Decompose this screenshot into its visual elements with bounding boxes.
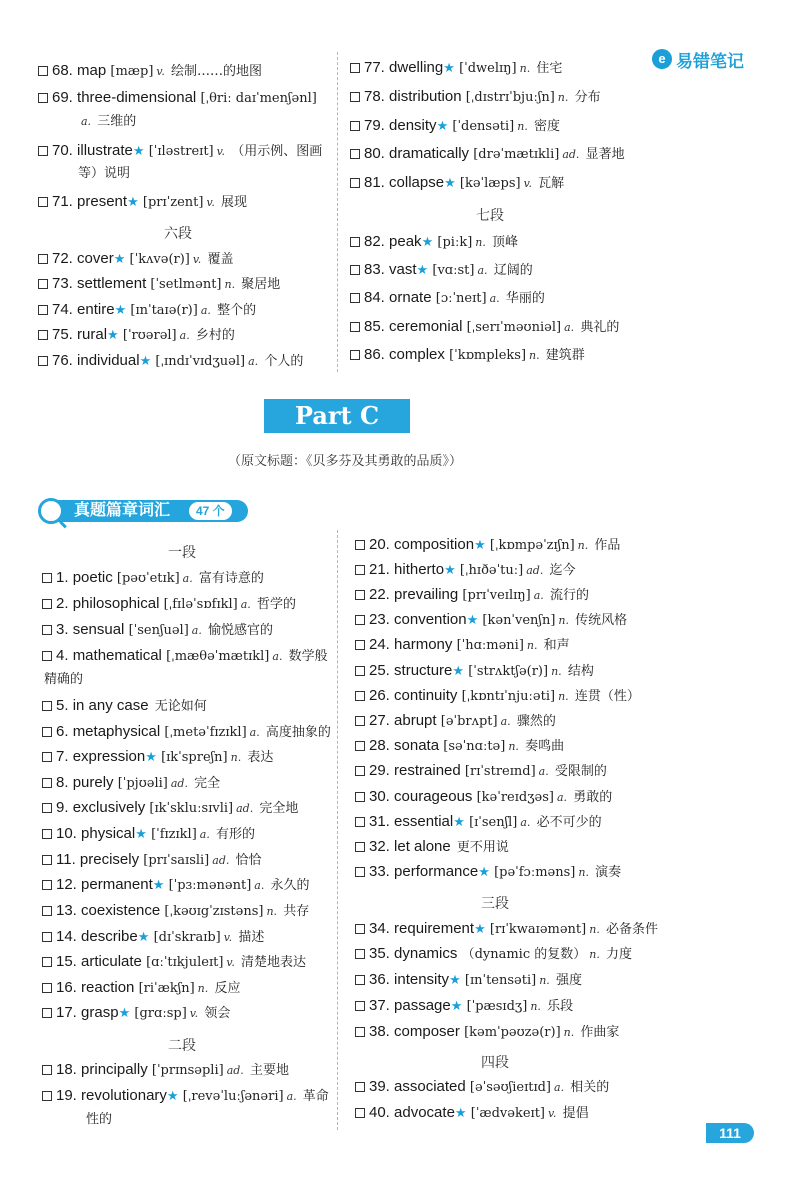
checkbox[interactable] xyxy=(355,741,365,751)
vocab-entry-70: 70. illustrate★ [ˈɪləstreɪt] v. （用示例、图画 xyxy=(38,140,322,163)
vocab-entry-10: 10. physical★ [ˈfɪzɪkl] a. 有形的 xyxy=(42,823,255,846)
checkbox[interactable] xyxy=(355,666,365,676)
star-icon: ★ xyxy=(436,118,449,133)
vocab-entry-35: 35. dynamics （dynamic 的复数） n. 力度 xyxy=(355,943,632,966)
checkbox[interactable] xyxy=(355,540,365,550)
vocab-entry-72: 72. cover★ [ˈkʌvə(r)] v. 覆盖 xyxy=(38,248,233,271)
column-bottom-right xyxy=(355,0,685,1140)
star-icon: ★ xyxy=(466,612,479,627)
vocab-entry-82: 82. peak★ [piːk] n. 顶峰 xyxy=(350,231,518,254)
star-icon: ★ xyxy=(421,234,434,249)
vocab-entry-29: 29. restrained [rɪˈstreɪnd] a. 受限制的 xyxy=(355,760,607,783)
checkbox[interactable] xyxy=(42,932,52,942)
vocab-entry-34: 34. requirement★ [rɪˈkwaɪəmənt] n. 必备条件 xyxy=(355,918,658,941)
vocab-entry-2: 2. philosophical [ˌfɪləˈsɒfɪkl] a. 哲学的 xyxy=(42,593,296,616)
checkbox[interactable] xyxy=(355,1027,365,1037)
vocab-entry-15: 15. articulate [ɑːˈtɪkjuleɪt] v. 清楚地表达 xyxy=(42,951,306,974)
star-icon: ★ xyxy=(444,562,456,577)
vocab-entry-70-cont: 等）说明 xyxy=(78,166,131,181)
star-icon: ★ xyxy=(137,929,150,944)
star-icon: ★ xyxy=(118,1005,131,1020)
checkbox[interactable] xyxy=(42,957,52,967)
checkbox[interactable] xyxy=(42,803,52,813)
section-heading-qi: 七段 xyxy=(476,208,504,224)
brand-icon: e xyxy=(652,49,672,69)
star-icon: ★ xyxy=(452,663,465,678)
vocab-entry-33: 33. performance★ [pəˈfɔːməns] n. 演奏 xyxy=(355,861,621,884)
vocab-entry-86: 86. complex [ˈkɒmpleks] n. 建筑群 xyxy=(350,344,585,367)
star-icon: ★ xyxy=(132,143,145,158)
checkbox[interactable] xyxy=(42,599,52,609)
vocab-entry-21: 21. hitherto★ [ˌhɪðəˈtuː] ad. 迄今 xyxy=(355,559,576,582)
star-icon: ★ xyxy=(474,537,486,552)
checkbox[interactable] xyxy=(42,906,52,916)
vocab-entry-84: 84. ornate [ɔːˈneɪt] a. 华丽的 xyxy=(350,287,545,310)
section-heading-yi: 一段 xyxy=(168,545,196,561)
vocab-entry-8: 8. purely [ˈpjʊəli] ad. 完全 xyxy=(42,772,220,795)
checkbox[interactable] xyxy=(355,817,365,827)
checkbox[interactable] xyxy=(355,924,365,934)
vocab-entry-1: 1. poetic [pəʊˈetɪk] a. 富有诗意的 xyxy=(42,567,264,590)
checkbox[interactable] xyxy=(42,1091,52,1101)
checkbox[interactable] xyxy=(355,949,365,959)
vocab-entry-26: 26. continuity [ˌkɒntɪˈnjuːəti] n. 连贯（性） xyxy=(355,685,640,708)
vocab-entry-39: 39. associated [əˈsəʊʃieɪtɪd] a. 相关的 xyxy=(355,1076,609,1099)
vocab-entry-12: 12. permanent★ [ˈpɜːmənənt] a. 永久的 xyxy=(42,874,310,897)
checkbox[interactable] xyxy=(42,880,52,890)
star-icon: ★ xyxy=(113,251,126,266)
checkbox[interactable] xyxy=(355,615,365,625)
star-icon: ★ xyxy=(152,877,165,892)
checkbox[interactable] xyxy=(42,651,52,661)
column-divider-bottom xyxy=(337,530,338,1130)
page-number: 111 xyxy=(706,1123,754,1143)
checkbox[interactable] xyxy=(355,842,365,852)
vocab-entry-83: 83. vast★ [vɑːst] a. 辽阔的 xyxy=(350,259,533,282)
source-title: （原文标题：《贝多芬及其勇敢的品质》） xyxy=(227,454,462,469)
vocab-entry-5: 5. in any case 无论如何 xyxy=(42,695,207,718)
star-icon: ★ xyxy=(139,353,152,368)
checkbox[interactable] xyxy=(42,727,52,737)
checkbox[interactable] xyxy=(355,691,365,701)
star-icon: ★ xyxy=(127,194,139,209)
star-icon: ★ xyxy=(474,921,486,936)
vocab-entry-4-cont: 精确的 xyxy=(44,672,84,687)
checkbox[interactable] xyxy=(355,1082,365,1092)
star-icon: ★ xyxy=(145,749,157,764)
checkbox[interactable] xyxy=(42,1065,52,1075)
vocab-entry-75: 75. rural★ [ˈrʊərəl] a. 乡村的 xyxy=(38,324,235,347)
star-icon: ★ xyxy=(166,1088,179,1103)
checkbox[interactable] xyxy=(355,716,365,726)
vocab-entry-38: 38. composer [kəmˈpəʊzə(r)] n. 作曲家 xyxy=(355,1021,619,1044)
vocab-entry-85: 85. ceremonial [ˌserɪˈməʊniəl] a. 典礼的 xyxy=(350,316,619,339)
vocab-entry-78: 78. distribution [ˌdɪstrɪˈbjuːʃn] n. 分布 xyxy=(350,86,601,109)
checkbox[interactable] xyxy=(42,752,52,762)
checkbox[interactable] xyxy=(355,867,365,877)
checkbox[interactable] xyxy=(42,1008,52,1018)
star-icon: ★ xyxy=(114,302,127,317)
vocab-entry-76: 76. individual★ [ˌɪndɪˈvɪdʒuəl] a. 个人的 xyxy=(38,350,303,373)
vocab-entry-69-meaning: a. 三维的 xyxy=(81,114,137,129)
star-icon: ★ xyxy=(135,826,147,841)
checkbox[interactable] xyxy=(42,778,52,788)
vocab-entry-27: 27. abrupt [əˈbrʌpt] a. 骤然的 xyxy=(355,710,556,733)
section-heading-liu: 六段 xyxy=(164,226,192,242)
vocab-entry-24: 24. harmony [ˈhɑːməni] n. 和声 xyxy=(355,634,570,657)
vocab-count-badge: 47 个 xyxy=(189,502,232,520)
checkbox[interactable] xyxy=(42,573,52,583)
vocab-entry-13: 13. coexistence [ˌkəʊɪgˈzɪstəns] n. 共存 xyxy=(42,900,309,923)
checkbox[interactable] xyxy=(355,792,365,802)
vocab-entry-28: 28. sonata [səˈnɑːtə] n. 奏鸣曲 xyxy=(355,735,564,758)
part-c-title: Part C xyxy=(264,399,410,433)
vocab-entry-71: 71. present★ [prɪˈzent] v. 展现 xyxy=(38,191,247,214)
vocab-entry-79: 79. density★ [ˈdensəti] n. 密度 xyxy=(350,115,560,138)
star-icon: ★ xyxy=(449,972,461,987)
checkbox[interactable] xyxy=(42,983,52,993)
vocab-entry-7: 7. expression★ [ɪkˈspreʃn] n. 表达 xyxy=(42,746,273,769)
vocab-entry-6: 6. metaphysical [ˌmetəˈfɪzɪkl] a. 高度抽象的 xyxy=(42,721,331,744)
vocab-entry-22: 22. prevailing [prɪˈveɪlɪŋ] a. 流行的 xyxy=(355,584,589,607)
vocab-entry-23: 23. convention★ [kənˈvenʃn] n. 传统风格 xyxy=(355,609,627,632)
star-icon: ★ xyxy=(453,814,465,829)
checkbox[interactable] xyxy=(355,565,365,575)
brand-text: 易错笔记 xyxy=(676,51,744,71)
vocab-entry-16: 16. reaction [riˈækʃn] n. 反应 xyxy=(42,977,240,1000)
vocab-entry-68: 68. map [mæp] v. 绘制……的地图 xyxy=(38,60,262,83)
vocab-entry-4: 4. mathematical [ˌmæθəˈmætɪkl] a. 数学般 xyxy=(42,645,328,668)
column-bottom-left xyxy=(42,0,332,1140)
checkbox[interactable] xyxy=(42,701,52,711)
star-icon: ★ xyxy=(450,998,463,1013)
vocab-section-title: 真题篇章词汇 xyxy=(74,502,171,519)
section-heading-si: 四段 xyxy=(481,1055,509,1071)
vocab-entry-19-cont: 性的 xyxy=(86,1112,113,1127)
vocab-entry-31: 31. essential★ [ɪˈsenʃl] a. 必不可少的 xyxy=(355,811,602,834)
checkbox[interactable] xyxy=(42,829,52,839)
checkbox[interactable] xyxy=(355,590,365,600)
vocab-entry-40: 40. advocate★ [ˈædvəkeɪt] v. 提倡 xyxy=(355,1102,589,1125)
checkbox[interactable] xyxy=(42,855,52,865)
checkbox[interactable] xyxy=(355,1001,365,1011)
section-heading-er: 二段 xyxy=(168,1038,196,1054)
star-icon: ★ xyxy=(416,262,429,277)
vocab-entry-14: 14. describe★ [dɪˈskraɪb] v. 描述 xyxy=(42,926,264,949)
vocab-entry-32: 32. let alone 更不用说 xyxy=(355,836,509,859)
vocab-entry-25: 25. structure★ [ˈstrʌktʃə(r)] n. 结构 xyxy=(355,660,594,683)
star-icon: ★ xyxy=(107,327,119,342)
vocab-entry-17: 17. grasp★ [grɑːsp] v. 领会 xyxy=(42,1002,230,1025)
star-icon: ★ xyxy=(444,175,456,190)
checkbox[interactable] xyxy=(355,766,365,776)
vocab-entry-81: 81. collapse★ [kəˈlæps] v. 瓦解 xyxy=(350,172,564,195)
checkbox[interactable] xyxy=(355,640,365,650)
vocab-entry-11: 11. precisely [prɪˈsaɪsli] ad. 恰恰 xyxy=(42,849,262,872)
star-icon: ★ xyxy=(478,864,490,879)
vocab-entry-74: 74. entire★ [ɪnˈtaɪə(r)] a. 整个的 xyxy=(38,299,256,322)
checkbox[interactable] xyxy=(355,975,365,985)
star-icon: ★ xyxy=(454,1105,467,1120)
vocab-entry-80: 80. dramatically [drəˈmætɪkli] ad. 显著地 xyxy=(350,143,625,166)
vocab-entry-3: 3. sensual [ˈsenʃuəl] a. 愉悦感官的 xyxy=(42,619,273,642)
section-heading-san: 三段 xyxy=(481,896,509,912)
vocab-entry-9: 9. exclusively [ɪkˈskluːsɪvli] ad. 完全地 xyxy=(42,797,298,820)
star-icon: ★ xyxy=(443,60,455,75)
vocab-entry-37: 37. passage★ [ˈpæsɪdʒ] n. 乐段 xyxy=(355,995,573,1018)
vocab-entry-18: 18. principally [ˈprɪnsəpli] ad. 主要地 xyxy=(42,1059,289,1082)
vocab-entry-69: 69. three-dimensional [ˌθriː daɪˈmenʃənl] xyxy=(38,87,317,110)
checkbox[interactable] xyxy=(42,625,52,635)
vocab-entry-77: 77. dwelling★ [ˈdwelɪŋ] n. 住宅 xyxy=(350,57,562,80)
vocab-entry-36: 36. intensity★ [ɪnˈtensəti] n. 强度 xyxy=(355,969,582,992)
vocab-entry-73: 73. settlement [ˈsetlmənt] n. 聚居地 xyxy=(38,273,280,296)
vocab-entry-20: 20. composition★ [ˌkɒmpəˈzɪʃn] n. 作品 xyxy=(355,534,620,557)
checkbox[interactable] xyxy=(355,1108,365,1118)
vocab-entry-19: 19. revolutionary★ [ˌrevəˈluːʃənəri] a. 革命 xyxy=(42,1085,329,1108)
vocab-entry-30: 30. courageous [kəˈreɪdʒəs] a. 勇敢的 xyxy=(355,786,612,809)
